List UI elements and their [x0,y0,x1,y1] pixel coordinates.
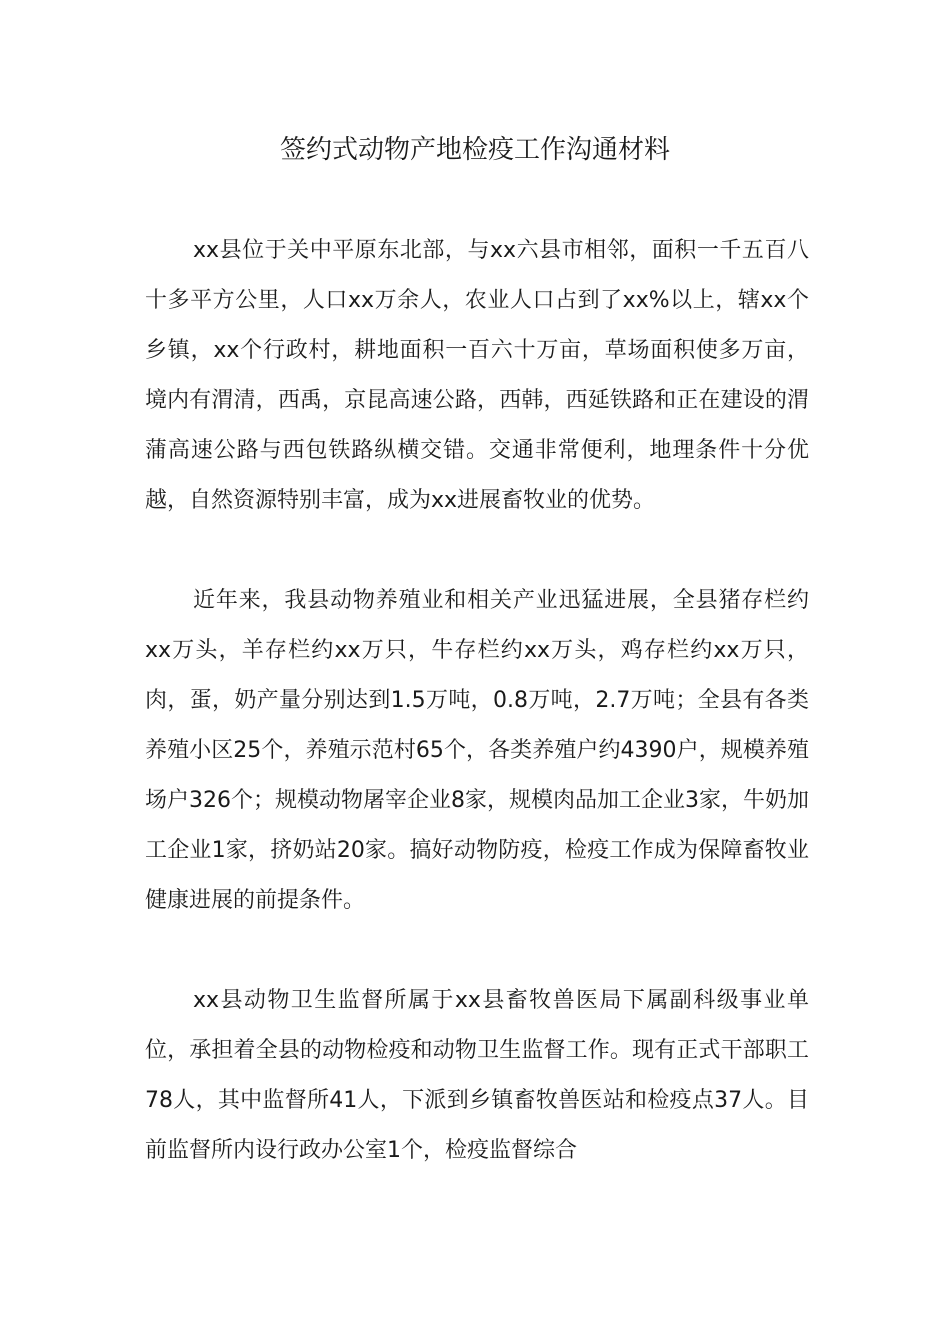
paragraph-3: xx县动物卫生监督所属于xx县畜牧兽医局下属副科级事业单位，承担着全县的动物检疫和动物卫生监督工作。现有正式干部职工78人，其中监督所41人，下派到乡镇畜牧兽医站和检疫点37人。目前监督所内设行政办公室1个，检疫监督综合 [145,988,809,1163]
document-title: 签约式动物产地检疫工作沟通材料 [279,135,670,165]
document-body [145,226,809,1226]
paragraph-2: 近年来，我县动物养殖业和相关产业迅猛进展，全县猪存栏约xx万头，羊存栏约xx万只，牛存栏约xx万头，鸡存栏约xx万只，肉，蛋，奶产量分别达到1.5万吨，0.8万吨，2.7万吨；全县有各类养殖小区25个，养殖示范村65个，各类养殖户约4390户，规模养殖场户326个；规模动物屠宰企业8家，规模肉品加工企业3家，牛奶加工企业1家，挤奶站20家。搞好动物防疫，检疫工作成为保障畜牧业健康进展的前提条件。 [145,588,809,913]
paragraph-1: xx县位于关中平原东北部，与xx六县市相邻，面积一千五百八十多平方公里，人口xx万余人，农业人口占到了xx%以上，辖xx个乡镇，xx个行政村，耕地面积一百六十万亩，草场面积使多万亩，境内有渭清，西禹，京昆高速公路，西韩，西延铁路和正在建设的渭蒲高速公路与西包铁路纵横交错。交通非常便利，地理条件十分优越，自然资源特别丰富，成为xx进展畜牧业的优势。 [145,238,809,513]
